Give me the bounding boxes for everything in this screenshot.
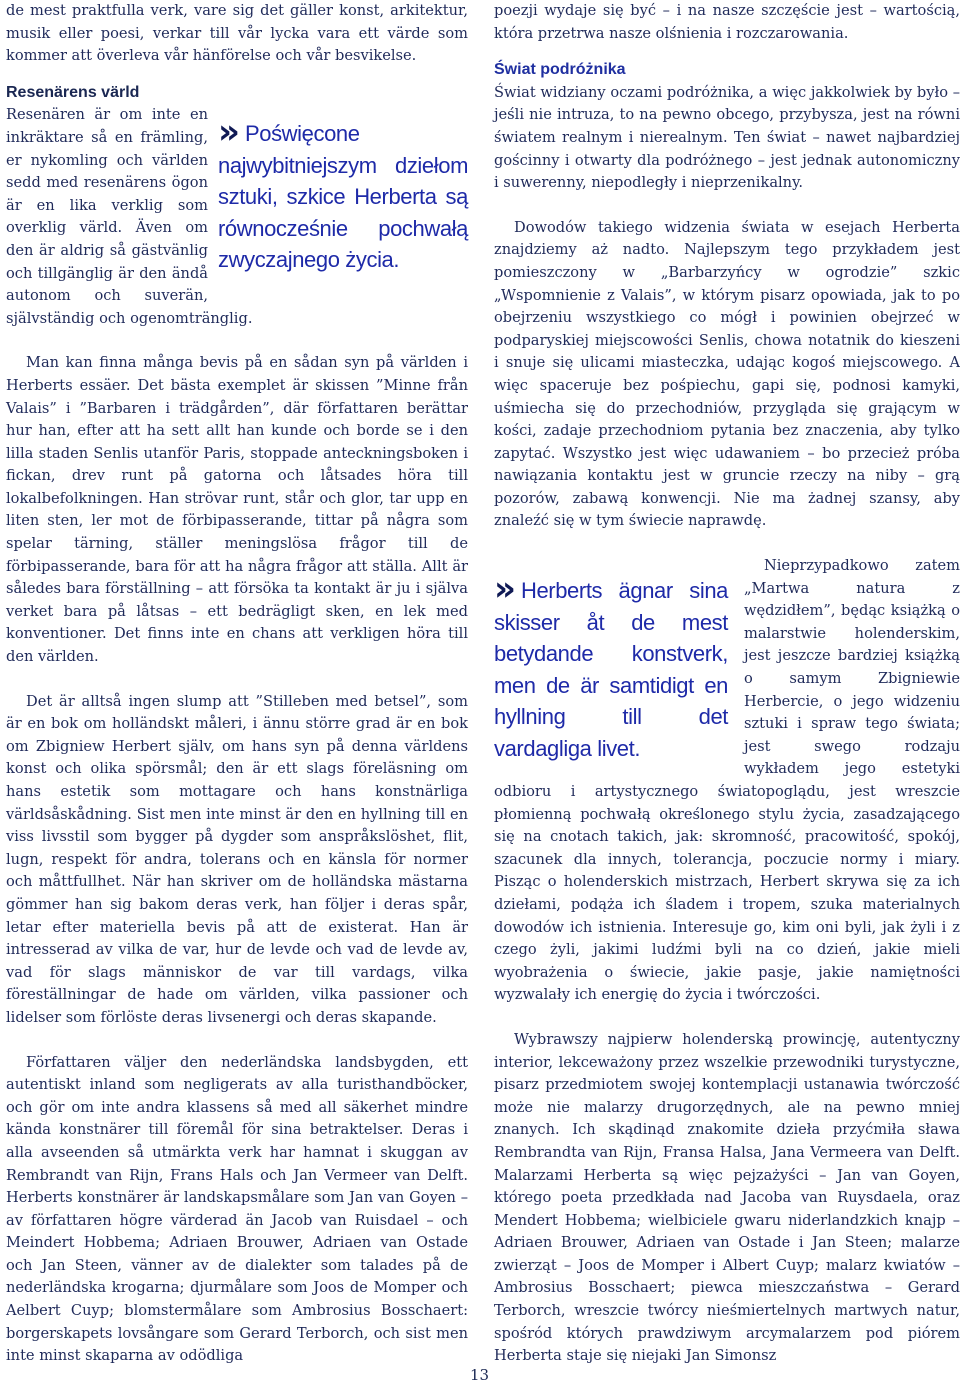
left-paragraph-1: » Poświęcone najwybitniejszym dziełom sztuki, szkice Herberta są równocześnie pochwałą zwyczajnego życia. Resenären är om inte en inkräktare så en främling, er nykomling och världen sedd med resenärens ögon är en lika verklig som overklig värld. Även om den är aldrig så gästvänlig och tillgänglig är den ändå autonom och suverän, självständig och ogenomtränglig. <box>6 106 468 327</box>
right-paragraph-4: Wybrawszy najpierw holenderską prowincję, autentyczny interior, lekceważony przez wszelkie przewodniki turystyczne, pisarz przedmiotem swojej kontemplacji ustanawia twórczość może nie malarzy drugorzędnych, ale na pewno mniej znanych. Ich skądinąd znakomite dzieła przyćmiła sława Rembrandta van Rijn, Fransa Halsa, Jana Vermeera van Delft. Malarzami Herberta są więc pejzażyści – Jan van Goyen, którego poeta przedkłada nad Jacoba van Ruysdaela, oraz Mendert Hobbema; wielbiciele gwaru niderlandzkich knajp – Adriaen Brouwer, Adriaen van Ostade i Jan Steen; malarze zwierząt – Joos de Momper i Albert Cuyp; malarz kwiatów – Ambrosius Bosschaert; piewca mieszczaństwa – Gerard Terborch, wreszcie twórcy nieśmiertelnych martwych natur, spośród których prawdziwym arcymalarzem pod piórem Herberta staje się niejaki Jan Simonsz <box>494 1030 960 1365</box>
spacer <box>6 68 468 82</box>
right-intro: poezji wydaje się być – i na nasze szczęście jest – wartością, która przetrwa nasze olśnienia i rozczarowania. <box>494 2 960 42</box>
pull-quote-sv-text: Herberts ägnar sina skisser åt de mest betydande konstverk, men de är samtidigt en hyllning till det vardagliga livet. <box>494 578 728 761</box>
left-column <box>6 0 468 1368</box>
spacer <box>494 45 960 59</box>
spacer <box>494 1007 960 1029</box>
left-intro: de mest praktfulla verk, vare sig det gäller konst, arkitektur, musik eller poesi, verkar till vår lycka vara ett värde som kommer att överleva vår hänförelse och vår besvikelse. <box>6 2 468 65</box>
section-heading-sv: Resenärens värld <box>6 83 140 101</box>
page-number: 13 <box>470 1366 490 1384</box>
right-paragraph-2: Dowodów takiego widzenia świata w esejach Herberta znajdziemy aż nadto. Najlepszym tego przykładem jest pomieszczony w „Barbarzyńcy w ogrodzie” szkic „Wspomnienie z Valais”, w którym pisarz opowiada, jak to po obejrzeniu wszystkiego co mógł i powinien obejrzeć w podparyskiej miejscowości Senlis, chowa notatnik do kieszeni i snuje się ulicami miasteczka, udając kogoś miejscowego. A więc spaceruje bez pośpiechu, gapi się, podnosi kamyki, uśmiecha się do przechodniów, przygląda się grającym w kości, zadaje przechodniom pytania bez znaczenia, aby tylko zapytać. Wszystko jest więc udawaniem – bo przecież próba nawiązania kontaktu jest w gruncie rzeczy na niby – grą pozorów, zabawą konwencji. Nie ma żadnej szansy, aby znaleźć się w tym świecie naprawdę. <box>494 218 960 530</box>
pull-quote-sv <box>494 569 728 764</box>
left-paragraph-4: Författaren väljer den nederländska landsbygden, ett autentiskt inland som negligerats av alla turisthandböcker, och gör om inte andra klassens så med all säkerhet mindre kända konstnärer till föremål för sina betraktelser. Deras i alla avseenden så utmärkta verk har hamnat i skuggan av Rembrandt van Rijn, Frans Hals och Jan Vermeer van Delft. Herberts konstnärer är landskapsmålare som Jan van Goyen – av författaren högre värderad än Jacob van Ruisdael – och Meindert Hobbema; Adriaen Brouwer, Adriaen van Ostade och Jan Steen, vänner av de dialekter som talades på de nederländska krogarna; djurmålare som Joos de Momper och Aelbert Cuyp; blomstermålare som Ambrosius Bosschaert: borgerskapets lovsångare som Gerard Terborch, och sist men inte minst skaparna av odödliga <box>6 1053 468 1365</box>
spacer <box>6 669 468 691</box>
spacer <box>6 330 468 352</box>
pull-quote-pl <box>218 112 468 276</box>
right-paragraph-1: Świat widziany oczami podróżnika, a więc jakkolwiek by było – jeśli nie intruza, to na pewno obcego, przybysza, jest na równi światem realnym i nierealnym. Ten świat – nawet najbardziej gościnny i otwarty dla podróżnego – jest jednak autonomiczny i suwerenny, niepodległy i nieprzenikalny. <box>494 83 960 192</box>
left-paragraph-2: Man kan finna många bevis på en sådan syn på världen i Herberts essäer. Det bästa exemplet är skissen ”Minne från Valais” i ”Barbaren i trädgården”, där författaren berättar hur han, efter att ha sett allt han kunde och borde se i den lilla staden Senlis utanför Paris, stoppade anteckningsboken i fickan, drev runt på gatorna och låtsades höra till lokalbefolkningen. Han strövar runt, står och glor, tar upp en liten sten, ler mot de förbipasserande, tittar på några som spelar tärning, ställer meningslösa frågor till de förbipasserande, bara för att ha några frågor att ställa. Allt är således bara förställning – att försöka ta kontakt är ju i själva verket bara på låtsas – ett bedrägligt sken, en lek med konventioner. Det finns inte en chans att verkligen höra till den världen. <box>6 354 468 666</box>
quote-mark-icon: » <box>218 112 233 153</box>
quote-mark-icon: » <box>494 569 509 610</box>
spacer <box>6 1030 468 1052</box>
left-paragraph-3: Det är alltså ingen slump att ”Stilleben med betsel”, som är en bok om holländskt måleri, i ännu större grad är en bok om Zbigniew Herbert själv, om hans syn på denna världens konst och olika spörsmål; den är ett slags föreläsning om hans estetik som mottagare och hans konstnärliga världsåskådning. Sist men inte minst är den en hyllning till en viss livsstil som bygger på dygder som anspråkslöshet, flit, lugn, respekt för andra, tolerans och en känsla för normer och måttfullhet. När han skriver om de holländska mästarna gömmer han sig bakom deras verk, han följer i deras spår, letar efter materiella bevis på att de existerat. Han är intresserad av vilka de var, hur de levde och vad de levde av, vad för slags människor de var till vardags, vilka föreställningar de hade om världen, vilka passioner och lidelser som förlöste deras livsenergi och deras skapande. <box>6 692 468 1026</box>
spacer <box>494 533 960 555</box>
section-heading-pl: Świat podróżnika <box>494 61 626 79</box>
right-column <box>494 0 960 1368</box>
spacer <box>494 195 960 217</box>
right-paragraph-3: » Herberts ägnar sina skisser åt de mest betydande konstverk, men de är samtidigt en hyllning till det vardagliga livet. Nieprzypadkowo zatem „Martwa natura z wędzidłem”, będąc książką o malarstwie holenderskim, jest jeszcze bardziej książką o samym Zbigniewie Herbercie, o jego widzeniu sztuki i spraw tego świata; jest swego rodzaju wykładem jego estetyki odbioru i artystycznego światopoglądu, jest wreszcie płomienną pochwałą określonego stylu życia, zasadzającego się na cnotach takich, jak: skromność, pracowitość, spokój, szacunek dla innych, tolerancja, poczucie normy i miary. Pisząc o holenderskich mistrzach, Herbert skrywa się za ich dziełami, podąża ich śladem i tropem, szuka materialnych dowodów ich istnienia. Interesuje go, kim oni byli, jak żyli i z czego żyli, jakimi ludźmi byli na co dzień, jakie mieli wyobrażenia o świecie, jakie pasje, jakie namiętności wyzwalały ich energię do życia i twórczości. <box>494 557 960 1004</box>
pull-quote-pl-text: Poświęcone najwybitniejszym dziełom sztuki, szkice Herberta są równocześnie pochwałą zwyczajnego życia. <box>218 121 468 273</box>
